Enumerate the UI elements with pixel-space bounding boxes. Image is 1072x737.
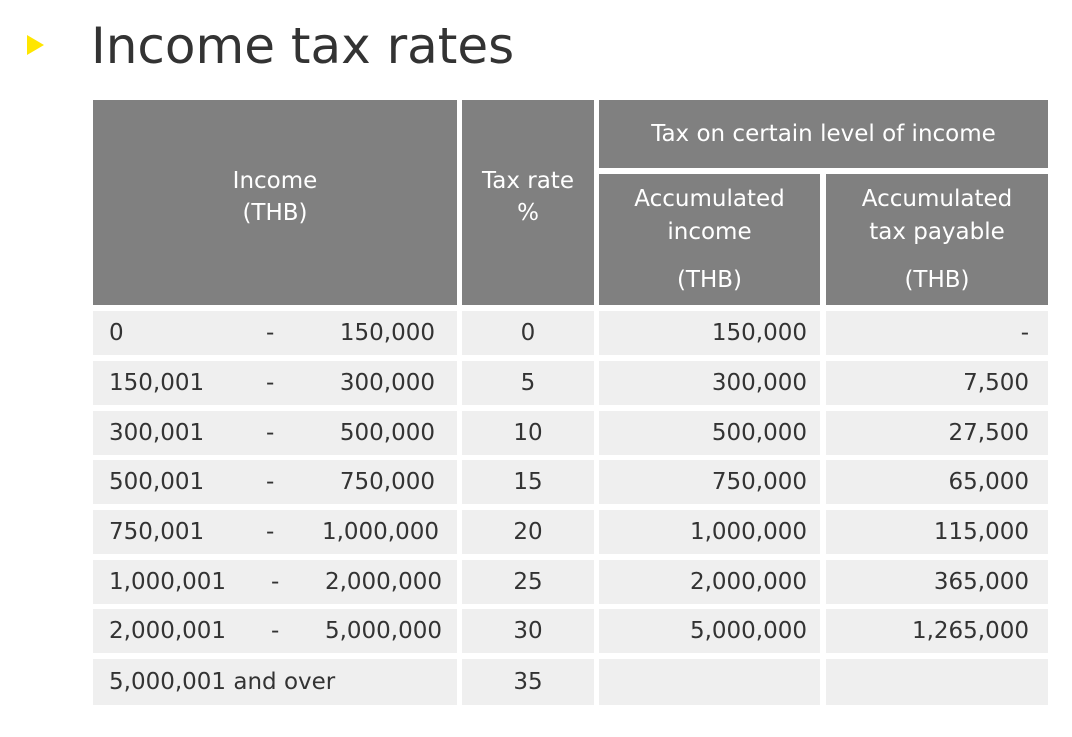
row-income xyxy=(93,311,457,355)
row-income xyxy=(93,361,457,405)
row-income xyxy=(93,460,457,504)
income-to: 5,000,000 xyxy=(324,618,442,644)
header-income-unit: (THB) xyxy=(242,199,308,226)
row-accumulated-tax: 1,265,000 xyxy=(826,609,1048,653)
row-accumulated-income: 150,000 xyxy=(599,311,820,355)
row-tax-rate: 25 xyxy=(462,560,594,604)
row-income-last: 5,000,001 and over xyxy=(93,659,457,705)
income-from: 500,001 xyxy=(109,469,205,495)
row-accumulated-tax: 365,000 xyxy=(826,560,1048,604)
header-accumulated-income-unit: (THB) xyxy=(676,267,743,293)
row-income xyxy=(93,560,457,604)
header-tax-rate-unit: % xyxy=(517,199,539,226)
row-accumulated-tax: 7,500 xyxy=(826,361,1048,405)
income-from: 1,000,001 xyxy=(109,569,227,595)
income-to: 750,000 xyxy=(339,469,435,495)
row-income xyxy=(93,510,457,554)
income-from: 2,000,001 xyxy=(109,618,227,644)
page-title: Income tax rates xyxy=(91,17,515,75)
row-accumulated-income-last xyxy=(599,659,820,705)
header-accumulated-tax-label-2: tax payable xyxy=(869,219,1005,245)
row-accumulated-income: 500,000 xyxy=(599,411,820,455)
row-income xyxy=(93,411,457,455)
income-dash: - xyxy=(266,469,275,495)
header-accumulated-income-label: Accumulated xyxy=(634,186,785,212)
income-from: 150,001 xyxy=(109,370,205,396)
row-tax-rate: 5 xyxy=(462,361,594,405)
row-tax-rate: 0 xyxy=(462,311,594,355)
bullet-triangle-icon xyxy=(27,35,44,55)
income-dash: - xyxy=(266,320,275,346)
row-accumulated-income: 300,000 xyxy=(599,361,820,405)
income-from: 750,001 xyxy=(109,519,205,545)
header-tax-group xyxy=(599,100,1048,168)
income-from: 0 xyxy=(109,320,124,346)
row-accumulated-tax: - xyxy=(826,311,1048,355)
income-to: 150,000 xyxy=(339,320,435,346)
header-tax-group-label: Tax on certain level of income xyxy=(651,121,996,147)
header-accumulated-tax-label: Accumulated xyxy=(861,186,1013,212)
row-accumulated-income: 1,000,000 xyxy=(599,510,820,554)
row-tax-rate: 30 xyxy=(462,609,594,653)
row-accumulated-income: 2,000,000 xyxy=(599,560,820,604)
income-to: 500,000 xyxy=(339,420,435,446)
row-accumulated-income: 750,000 xyxy=(599,460,820,504)
header-accumulated-tax-unit: (THB) xyxy=(904,267,970,293)
header-income xyxy=(93,100,457,305)
income-dash: - xyxy=(271,618,280,644)
header-tax-rate xyxy=(462,100,594,305)
income-to: 300,000 xyxy=(339,370,435,396)
header-accumulated-income xyxy=(599,174,820,305)
row-accumulated-income: 5,000,000 xyxy=(599,609,820,653)
header-accumulated-tax xyxy=(826,174,1048,305)
header-income-label: Income xyxy=(232,167,318,194)
row-tax-rate-last: 35 xyxy=(462,659,594,705)
income-to: 2,000,000 xyxy=(324,569,442,595)
header-accumulated-income-label-2: income xyxy=(667,219,752,245)
row-accumulated-tax: 27,500 xyxy=(826,411,1048,455)
header-tax-rate-label: Tax rate xyxy=(482,167,574,194)
income-dash: - xyxy=(271,569,280,595)
row-tax-rate: 15 xyxy=(462,460,594,504)
income-to: 1,000,000 xyxy=(321,519,439,545)
income-dash: - xyxy=(266,519,275,545)
row-tax-rate: 10 xyxy=(462,411,594,455)
row-income xyxy=(93,609,457,653)
income-from: 300,001 xyxy=(109,420,205,446)
row-accumulated-tax: 115,000 xyxy=(826,510,1048,554)
row-accumulated-tax-last xyxy=(826,659,1048,705)
row-accumulated-tax: 65,000 xyxy=(826,460,1048,504)
income-dash: - xyxy=(266,420,275,446)
income-dash: - xyxy=(266,370,275,396)
row-tax-rate: 20 xyxy=(462,510,594,554)
